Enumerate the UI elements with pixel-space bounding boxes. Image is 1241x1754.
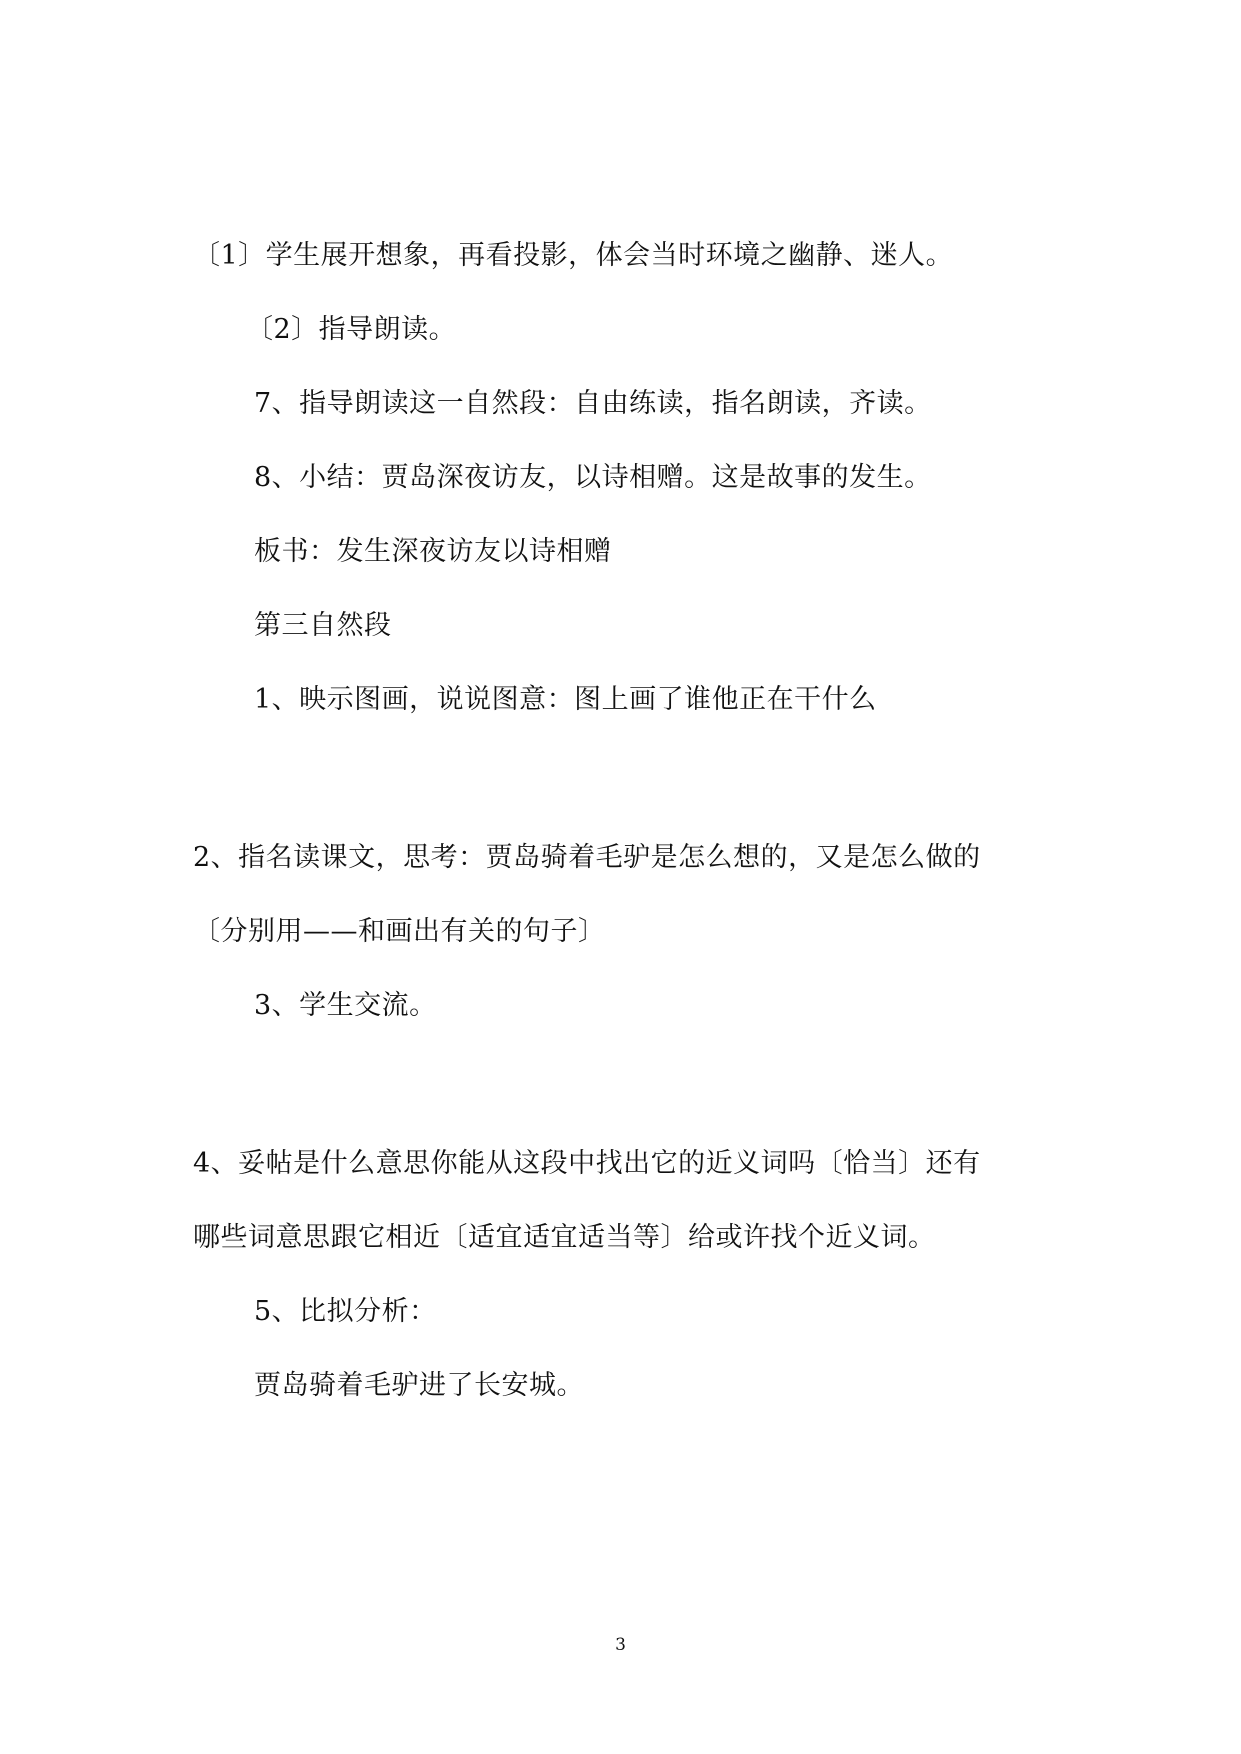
paragraph-line-11: 4、妥帖是什么意思你能从这段中找出它的近义词吗〔恰当〕还有 bbox=[193, 1148, 981, 1179]
paragraph-line-13: 5、比拟分析： bbox=[254, 1296, 437, 1327]
paragraph-line-2: 〔2〕指导朗读。 bbox=[246, 314, 457, 345]
paragraph-line-7: 1、映示图画，说说图意：图上画了谁他正在干什么 bbox=[254, 684, 877, 715]
section-heading: 第三自然段 bbox=[254, 610, 392, 641]
paragraph-line-14: 贾岛骑着毛驴进了长安城。 bbox=[254, 1370, 584, 1401]
paragraph-line-5: 板书：发生深夜访友以诗相赠 bbox=[254, 536, 612, 567]
paragraph-line-4: 8、小结：贾岛深夜访友，以诗相赠。这是故事的发生。 bbox=[254, 462, 932, 493]
paragraph-line-8: 2、指名读课文，思考：贾岛骑着毛驴是怎么想的，又是怎么做的 bbox=[193, 842, 981, 873]
paragraph-line-3: 7、指导朗读这一自然段：自由练读，指名朗读，齐读。 bbox=[254, 388, 932, 419]
paragraph-line-12: 哪些词意思跟它相近〔适宜适宜适当等〕给或许找个近义词。 bbox=[193, 1222, 936, 1253]
page-number: 3 bbox=[615, 1635, 626, 1655]
paragraph-line-10: 3、学生交流。 bbox=[254, 990, 437, 1021]
paragraph-line-1: 〔1〕学生展开想象，再看投影，体会当时环境之幽静、迷人。 bbox=[193, 240, 954, 271]
paragraph-line-9: 〔分别用——和画出有关的句子〕 bbox=[193, 916, 606, 947]
